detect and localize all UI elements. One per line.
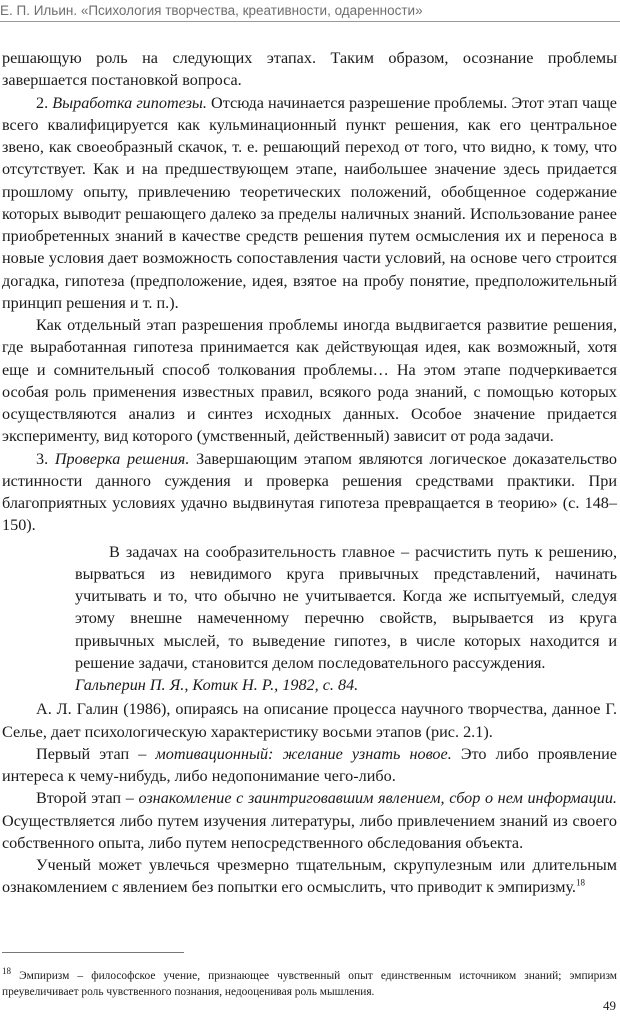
quote-source: Гальперин П. Я., Котик Н. Р., 1982, с. 84. — [75, 676, 359, 694]
paragraph — [2, 787, 617, 854]
page-body — [2, 47, 617, 899]
footnote-marker: 18 — [2, 966, 11, 977]
paragraph — [2, 314, 617, 448]
quote-text: В задачах на сообразительность главное – расчистить путь к решению, вырваться из невидимого круга привычных представлений, начинать учитывать и то, что обычно не учитывается. Когда же испытуемый, следуя этому внешне намеченному перечню свойств, вырывается из круга привычных мыслей, то выведение гипотез, в числе которых находится и решение задачи, становится делом последовательного рассуждения. — [75, 542, 617, 672]
step-number: 2. — [36, 93, 53, 112]
paragraph — [2, 92, 617, 315]
footnote-divider — [2, 952, 184, 953]
paragraph-text: Завершающим этапом являются логическое доказательство истинности данного суждения и проверка решения средствами практики. При благоприятных условиях удачно выдвинутая гипотеза превращается в теорию» (с. 148–150). — [2, 449, 617, 535]
step-title: Выработка гипотезы. — [52, 93, 207, 112]
stage-title: мотивационный: желание узнать новое. — [155, 744, 452, 763]
footnote — [2, 968, 617, 1000]
paragraph — [2, 743, 617, 788]
block-quote — [75, 541, 617, 697]
step-title: Проверка решения. — [54, 449, 190, 468]
paragraph-text: решающую роль на следующих этапах. Таким образом, осознание проблемы завершается постановкой вопроса. — [2, 49, 617, 90]
step-number: 3. — [36, 449, 55, 468]
paragraph-text: А. Л. Галин (1986), опираясь на описание процесса научного творчества, данное Г. Селье, дает психологическую характеристику восьми этапов (рис. 2.1). — [2, 700, 617, 741]
paragraph — [2, 47, 617, 92]
running-header — [0, 0, 620, 24]
paragraph-text: Ученый может увлечься чрезмерно тщательным, скрупулезным или длительным ознакомлением с явлением без попытки его осмыслить, что приводит к эмпиризму. — [2, 856, 617, 897]
paragraph-text: Осуществляется либо путем изучения литературы, либо привлечением знаний из своего собственного опыта, либо путем непосредственного обследования объекта. — [2, 811, 617, 852]
running-title: Е. П. Ильин. «Психология творчества, креативности, одаренности» — [0, 3, 423, 18]
paragraph — [2, 448, 617, 537]
paragraph — [2, 698, 617, 743]
stage-lead: Второй этап – — [36, 789, 139, 808]
paragraph — [2, 854, 617, 899]
paragraph-text: Это либо проявление интереса к чему-нибудь, либо недопонимание чего-либо. — [2, 744, 617, 785]
page-number: 49 — [603, 998, 616, 1013]
footnote-text: Эмпиризм – философское учение, признающее чувственный опыт единственным источником знаний; эмпиризм преувеличивает роль чувственного познания, недооценивая роль мышления. — [2, 970, 617, 998]
stage-lead: Первый этап – — [36, 744, 156, 763]
paragraph-text: Как отдельный этап разрешения проблемы иногда выдвигается развитие решения, где выработанная гипотеза принимается как действующая идея, как возможный, хотя еще и сомнительный способ толкования проблемы… На этом этапе подчеркивается особая роль применения известных правил, всякого рода знаний, с помощью которых осуществляются анализ и синтез исходных данных. Особое значение придается эксперименту, вид которого (умственный, действенный) зависит от рода задачи. — [2, 316, 617, 446]
paragraph-text: Отсюда начинается разрешение проблемы. Этот этап чаще всего квалифицируется как кульминационный пункт решения, как его центральное звено, как своеобразный скачок, т. е. решающий переход от того, что видно, к тому, что отсутствует. Как и на предшествующем этапе, наибольшее значение здесь придается прошлому опыту, привлечению теоретических положений, обобщенное содержание которых выводит решающего далеко за пределы наличных знаний. Использование ранее приобретенных знаний в качестве средств решения путем осмысления их и переноса в новые условия дает возможность сопоставления части условий, на основе чего строится догадка, гипотеза (предположение, идея, взятое на пробу понятие, предположительный принцип решения и т. п.). — [2, 93, 617, 312]
header-divider — [0, 21, 620, 22]
footnote-reference[interactable]: 18 — [575, 877, 585, 888]
stage-title: ознакомление с заинтриговавшим явлением, сбор о нем информации. — [138, 789, 617, 808]
